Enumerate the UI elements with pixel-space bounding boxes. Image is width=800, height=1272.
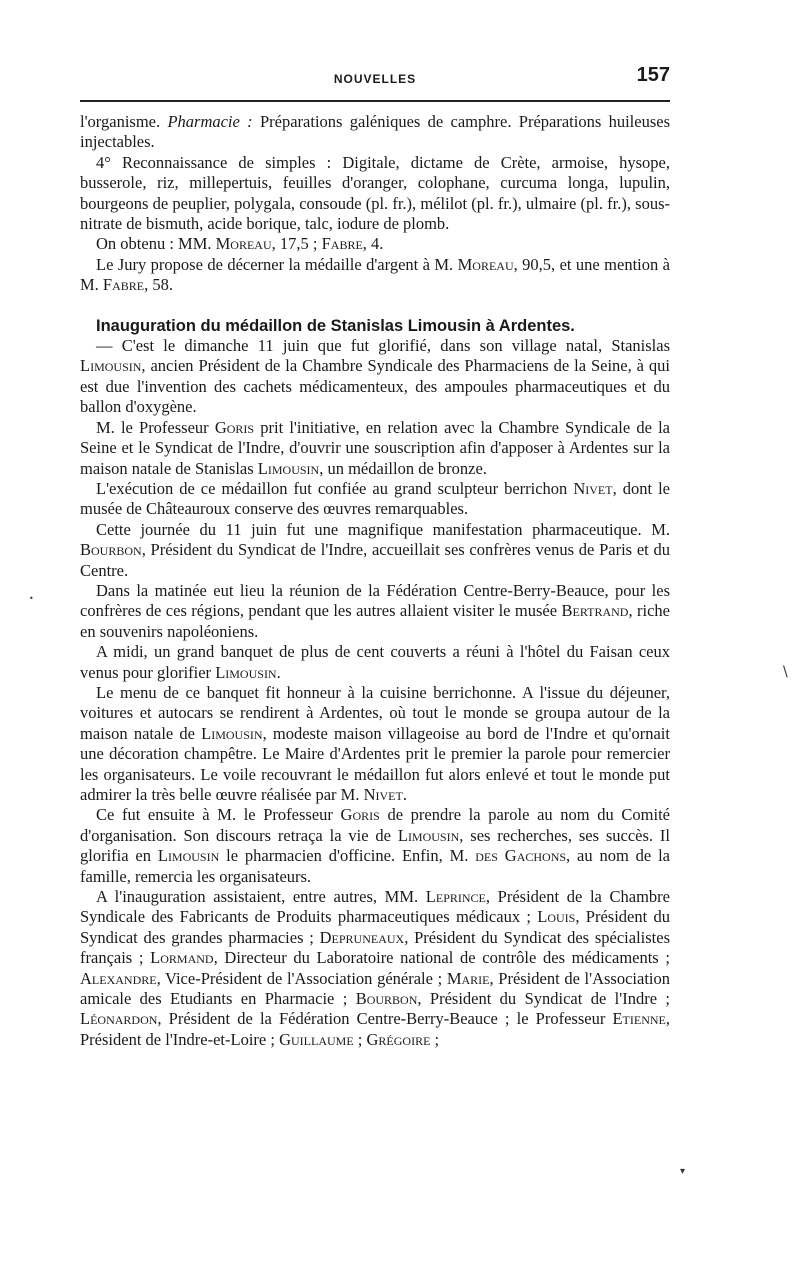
name: Limousin — [215, 662, 277, 682]
name: des Gachons — [475, 846, 567, 866]
name: Moreau — [457, 254, 514, 274]
text-run: , au nom de la famille, remercia les organisateurs. — [80, 846, 670, 886]
text-run: , 58. — [144, 275, 173, 295]
paragraph — [80, 520, 670, 581]
name: Goris — [340, 805, 380, 825]
name: Limousin — [80, 356, 142, 376]
text-run: , dont le musée de Châteauroux conserve des œuvres remarquables. — [80, 478, 670, 519]
name: Marie — [446, 968, 490, 988]
text-run: A midi, un grand banquet de plus de cent couverts a réuni à l'hôtel du Faisan ceux venus pour glorifier — [80, 642, 670, 682]
name: Goris — [214, 417, 255, 437]
text-run: , riche en souvenirs napoléoniens. — [80, 601, 670, 641]
paragraph: 4° Reconnaissance de simples : Digitale, dictame de Crète, armoise, hysope, busserole, riz, millepertuis, feuilles d'oranger, colophane, curcuma longa, lupulin, bourgeons de peuplier, polygala, consoude (pl. fr.), mélilot (pl. fr.), ulmaire (pl. fr.), sous-nitrate de bismuth, acide borique, talc, iodure de plomb. — [80, 152, 670, 234]
name: Alexandre — [80, 968, 157, 988]
name: Guillaume — [279, 1029, 354, 1049]
bottom-smudge-mark: ▾ — [680, 1166, 686, 1177]
text-run: . — [402, 785, 407, 804]
text-run: On obtenu : MM. — [96, 234, 216, 254]
margin-dot-mark: • — [29, 594, 34, 603]
text-run: , Président de la Fédération Centre-Berry-Beauce ; le Professeur — [157, 1009, 613, 1029]
paragraph — [80, 234, 670, 254]
paragraph — [80, 418, 670, 479]
text-run: . — [276, 662, 281, 682]
text-run: , 17,5 ; — [271, 234, 322, 254]
text-run: , Président du Syndicat de l'Indre ; — [417, 989, 670, 1009]
header-rule — [80, 100, 670, 102]
name: Fabre — [321, 234, 363, 254]
text-run: , Président du Syndicat des spécialistes français ; — [80, 927, 670, 968]
text-run: , un médaillon de bronze. — [319, 458, 487, 478]
text-run: Le Jury propose de décerner la médaille d'argent à M. — [96, 254, 458, 274]
text-run: ; — [430, 1029, 440, 1049]
text-run: , 4. — [362, 234, 384, 254]
page-number: 157 — [636, 64, 670, 86]
text-run: Préparations galéniques de camphre. Préparations huileuses injectables. — [80, 112, 670, 152]
name: Moreau — [215, 234, 272, 254]
paragraph — [80, 112, 670, 153]
body-text — [80, 112, 670, 1050]
name: Fabre — [102, 275, 145, 295]
name: Bourbon — [355, 989, 418, 1009]
text-run: , Président de l'Indre-et-Loire ; — [80, 1009, 670, 1049]
name: Bertrand — [561, 601, 629, 621]
name: Lormand — [150, 948, 214, 968]
text-run: , Directeur du Laboratoire national de contrôle des médicaments ; — [213, 948, 670, 968]
text-run: Le menu de ce banquet fit honneur à la cuisine berrichonne. A l'issue du déjeuner, voitures et autocars se rendirent à Ardentes, où tout le monde se groupa autour de la maison natale de — [80, 682, 670, 743]
name: Limousin — [397, 825, 460, 845]
name: Limousin — [157, 846, 220, 866]
text-run: , Président du Syndicat de l'Indre, accueillait ses confrères venus de Paris et du Centre. — [80, 540, 670, 580]
paragraph — [80, 479, 670, 520]
text-run: , Président de l'Association amicale des Etudiants en Pharmacie ; — [80, 968, 670, 1009]
running-head: NOUVELLES — [333, 72, 417, 86]
name: Léonardon — [80, 1009, 158, 1029]
name: Limousin — [201, 723, 263, 743]
text-run: , 90,5, et une mention à M. — [80, 254, 670, 295]
text-run: — C'est le dimanche 11 juin que fut glorifié, dans son village natal, Stanislas — [96, 336, 670, 356]
text-run: , Président du Syndicat des grandes pharmacies ; — [80, 907, 670, 947]
margin-scratch-mark: \ — [783, 664, 788, 680]
name: Louis — [537, 907, 576, 927]
text-run: A l'inauguration assistaient, entre autres, MM. — [96, 887, 426, 907]
text-run: Dans la matinée eut lieu la réunion de la Fédération Centre-Berry-Beauce, pour les confrères de ces régions, pendant que les autres allaient visiter le musée — [80, 580, 670, 621]
text-run: , ancien Président de la Chambre Syndicale des Pharmaciens de la Seine, à qui est due l'invention des cachets médicamenteux, des ampoules pharmaceutiques et du ballon d'oxygène. — [80, 356, 670, 417]
text-run: , ses recherches, ses succès. Il glorifia en — [80, 825, 670, 866]
page-header — [80, 64, 670, 94]
name: Grégoire — [366, 1029, 431, 1049]
text-run: M. le Professeur — [96, 417, 215, 437]
text-run: de prendre la parole au nom du Comité d'organisation. Son discours retraça la vie de — [80, 805, 670, 845]
paragraph — [80, 887, 670, 1050]
text-run: ; — [353, 1029, 367, 1049]
name: Nivet — [573, 478, 613, 498]
name: Etienne — [612, 1009, 666, 1029]
name: Leprince — [425, 887, 486, 907]
paragraph — [80, 642, 670, 683]
text-run: , Président de la Chambre Syndicale des Fabricants de Produits pharmaceutiques médicaux ; — [80, 887, 670, 927]
text-run: , modeste maison villageoise au bord de l'Indre et qu'ornait une décoration champêtre. Le Maire d'Ardentes prit le premier la parole pour remercier les organisateurs. Le voile recouvrant le médaillon fut alors enlevé et tout le monde put admirer la très belle œuvre réalisée par M. — [80, 723, 670, 804]
paragraph — [80, 581, 670, 642]
article-title: Inauguration du médaillon de Stanislas Limousin à Ardentes. — [96, 316, 575, 335]
text-run: le pharmacien d'officine. Enfin, M. — [219, 846, 476, 866]
name: Limousin — [257, 458, 320, 478]
name: Bourbon — [80, 540, 142, 560]
text-run: Pharmacie : — [167, 112, 253, 131]
text-run: Cette journée du 11 juin fut une magnifique manifestation pharmaceutique. M. — [96, 519, 670, 539]
paragraph — [80, 683, 670, 805]
paragraph — [80, 255, 670, 296]
text-run: l'organisme. — [80, 112, 168, 131]
text-run: prit l'initiative, en relation avec la Chambre Syndicale de la Seine et le Syndicat de l'Indre, d'ouvrir une souscription afin d'apposer à Ardentes sur la maison natale de Stanislas — [80, 417, 671, 478]
name: Nivet — [363, 785, 403, 804]
paragraph — [80, 336, 670, 418]
paragraph — [80, 805, 670, 887]
name: Depruneaux — [319, 927, 405, 947]
text-run: Ce fut ensuite à M. le Professeur — [96, 805, 341, 825]
text-run: , Vice-Président de l'Association générale ; — [156, 968, 447, 988]
text-run: L'exécution de ce médaillon fut confiée au grand sculpteur berrichon — [96, 478, 574, 498]
